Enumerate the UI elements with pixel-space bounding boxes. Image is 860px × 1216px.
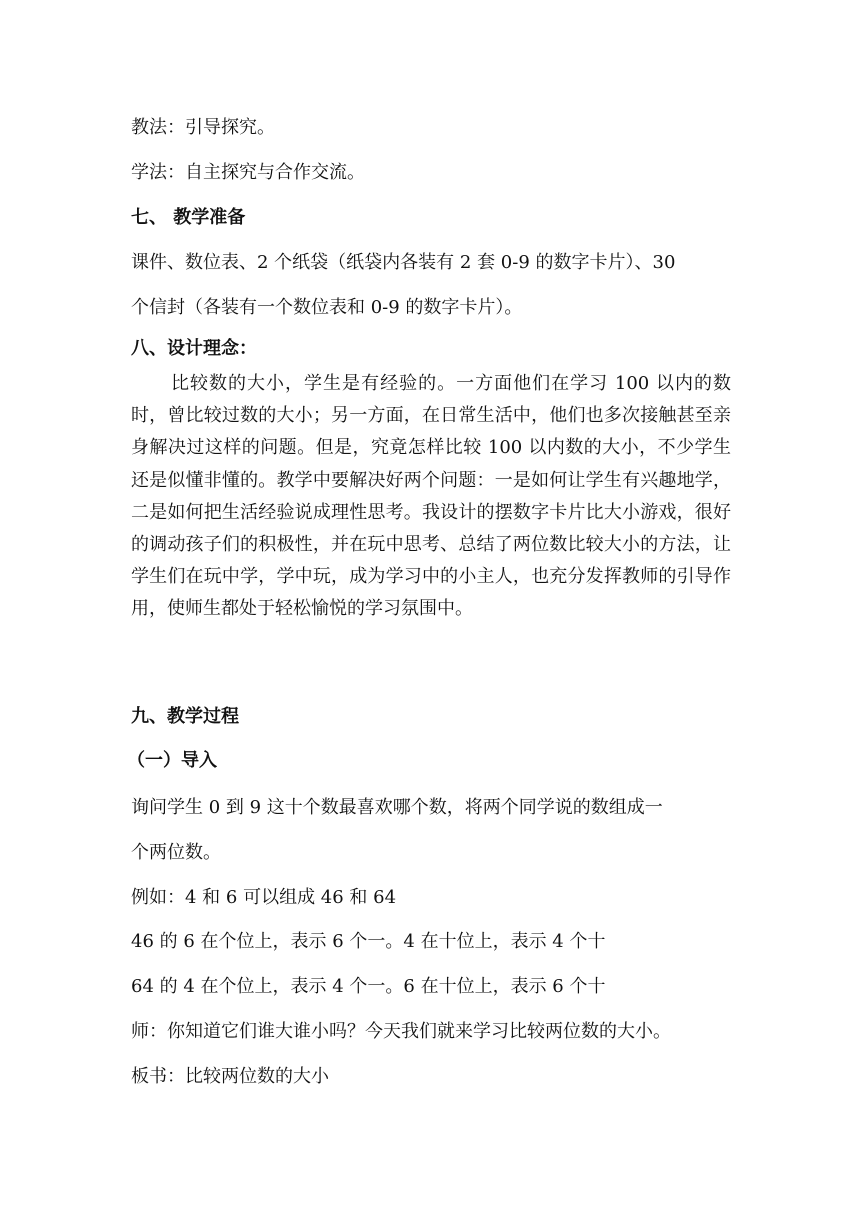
design-paragraph: 比较数的大小，学生是有经验的。一方面他们在学习 100 以内的数时，曾比较过数的大小；另一方面，在日常生活中，他们也多次接触甚至亲身解决过这样的问题。但是，究竟怎样比较 100 以内数的大小，不少学生还是似懂非懂的。教学中要解决好两个问题：一是如何让学生有兴趣地学，二是如何把生活经验说成理性思考。我设计的摆数字卡片比大小游戏，很好的调动孩子们的积极性，并在玩中思考、总结了两位数比较大小的方法，让学生们在玩中学，学中玩，成为学习中的小主人，也充分发挥教师的引导作用，使师生都处于轻松愉悦的学习氛围中。 — [131, 373, 731, 620]
section7-heading: 七、 教学准备 — [131, 207, 246, 228]
teaching-method-line: 教法：引导探究。 — [131, 117, 275, 138]
prep-line-1: 课件、数位表、2 个纸袋（纸袋内各装有 2 套 0-9 的数字卡片）、30 — [131, 252, 676, 273]
intro-line-2: 个两位数。 — [131, 842, 221, 863]
intro-line-1: 询问学生 0 到 9 这十个数最喜欢哪个数，将两个同学说的数组成一 — [131, 797, 663, 818]
section9-heading: 九、教学过程 — [131, 706, 239, 727]
section8-heading: 八、设计理念： — [131, 338, 257, 359]
blackboard-line: 板书：比较两位数的大小 — [131, 1066, 329, 1087]
example-64-line: 64 的 4 在个位上，表示 4 个一。6 在十位上，表示 6 个十 — [131, 976, 606, 997]
teacher-question-line: 师：你知道它们谁大谁小吗？今天我们就来学习比较两位数的大小。 — [131, 1021, 671, 1042]
subsection1-heading: （一）导入 — [127, 750, 217, 771]
example-line: 例如：4 和 6 可以组成 46 和 64 — [131, 887, 397, 908]
example-46-line: 46 的 6 在个位上，表示 6 个一。4 在十位上，表示 4 个十 — [131, 931, 606, 952]
learning-method-line: 学法：自主探究与合作交流。 — [131, 162, 365, 183]
prep-line-2: 个信封（各装有一个数位表和 0-9 的数字卡片）。 — [131, 297, 523, 318]
